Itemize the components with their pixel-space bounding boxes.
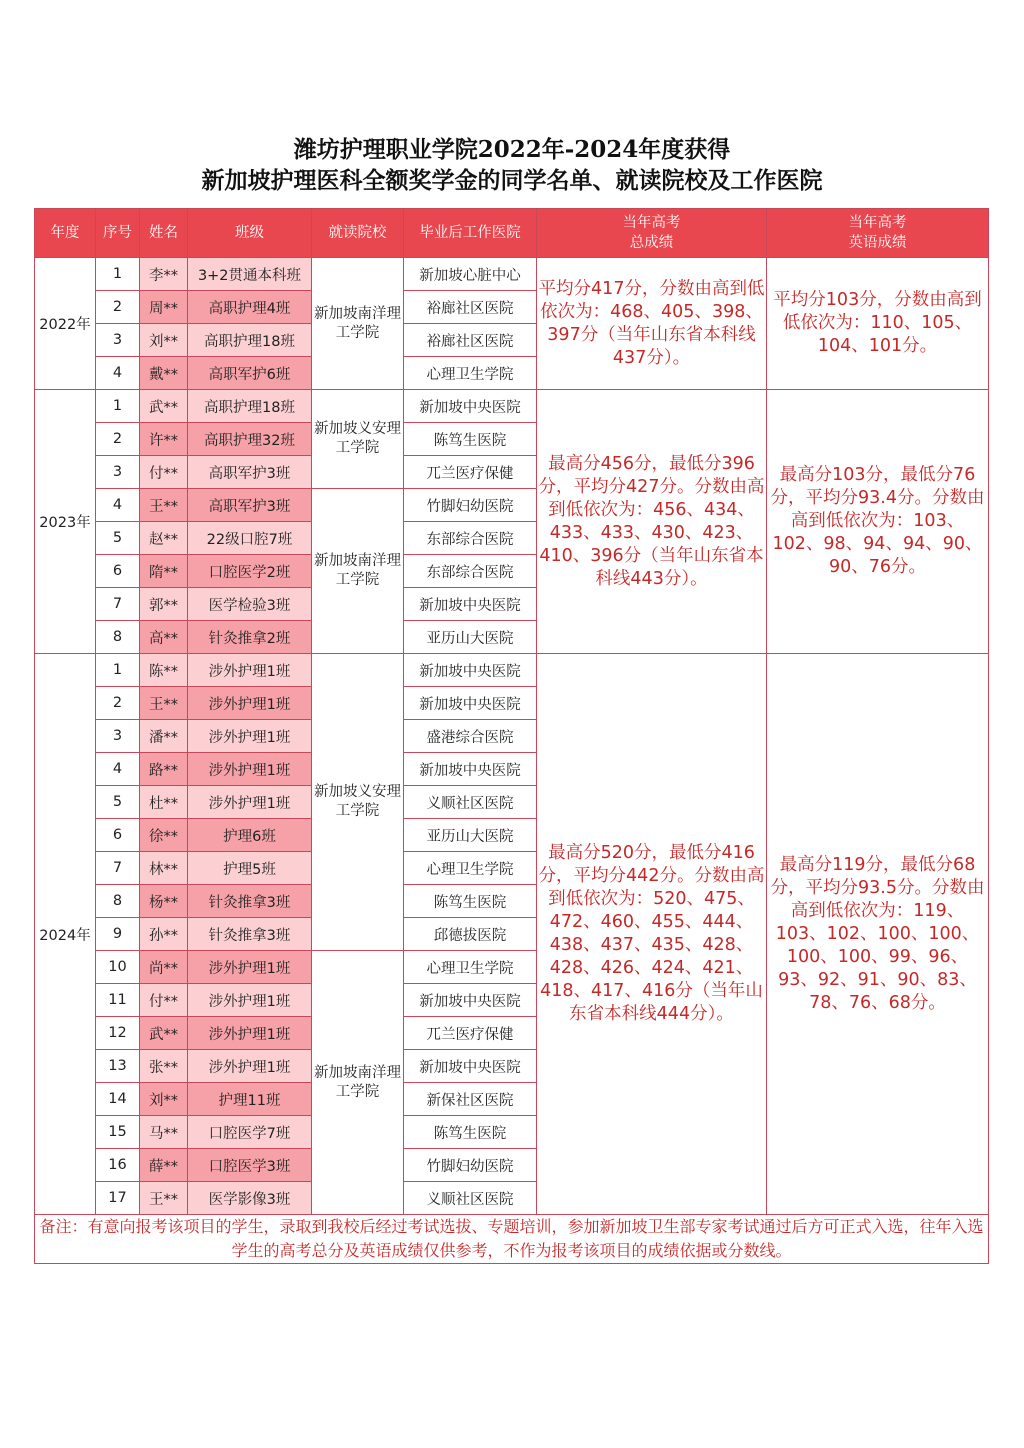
seq-cell: 5: [96, 522, 140, 555]
hospital-cell: 陈笃生医院: [404, 885, 537, 918]
hospital-cell: 亚历山大医院: [404, 621, 537, 654]
hospital-cell: 新加坡中央医院: [404, 390, 537, 423]
name-cell: 赵**: [140, 522, 188, 555]
name-cell: 尚**: [140, 951, 188, 984]
class-cell: 涉外护理1班: [188, 951, 312, 984]
seq-cell: 1: [96, 390, 140, 423]
header-english-score: [767, 209, 989, 258]
seq-cell: 8: [96, 621, 140, 654]
class-cell: 高职军护6班: [188, 357, 312, 390]
seq-cell: 4: [96, 753, 140, 786]
seq-cell: 3: [96, 324, 140, 357]
seq-cell: 3: [96, 456, 140, 489]
seq-cell: 6: [96, 555, 140, 588]
note-row: [35, 1215, 989, 1264]
class-cell: 高职军护3班: [188, 489, 312, 522]
school-cell: 新加坡义安理工学院: [312, 654, 404, 951]
seq-cell: 10: [96, 951, 140, 984]
header-name: 姓名: [140, 209, 188, 258]
table-row: [35, 654, 989, 687]
hospital-cell: 兀兰医疗保健: [404, 456, 537, 489]
class-cell: 涉外护理1班: [188, 654, 312, 687]
hospital-cell: 义顺社区医院: [404, 786, 537, 819]
class-cell: 护理6班: [188, 819, 312, 852]
year-cell: 2024年: [35, 654, 96, 1215]
hospital-cell: 新加坡中央医院: [404, 1050, 537, 1083]
class-cell: 针灸推拿3班: [188, 885, 312, 918]
class-cell: 医学影像3班: [188, 1182, 312, 1215]
school-cell: 新加坡南洋理工学院: [312, 489, 404, 654]
school-cell: 新加坡南洋理工学院: [312, 258, 404, 390]
seq-cell: 12: [96, 1017, 140, 1050]
hospital-cell: 陈笃生医院: [404, 423, 537, 456]
name-cell: 潘**: [140, 720, 188, 753]
seq-cell: 2: [96, 687, 140, 720]
class-cell: 高职护理18班: [188, 324, 312, 357]
class-cell: 涉外护理1班: [188, 786, 312, 819]
class-cell: 护理5班: [188, 852, 312, 885]
seq-cell: 17: [96, 1182, 140, 1215]
class-cell: 涉外护理1班: [188, 1017, 312, 1050]
header-total-line1: 当年高考: [622, 215, 681, 231]
class-cell: 针灸推拿3班: [188, 918, 312, 951]
seq-cell: 2: [96, 291, 140, 324]
name-cell: 王**: [140, 687, 188, 720]
name-cell: 武**: [140, 390, 188, 423]
name-cell: 孙**: [140, 918, 188, 951]
name-cell: 刘**: [140, 1083, 188, 1116]
class-cell: 涉外护理1班: [188, 984, 312, 1017]
class-cell: 口腔医学2班: [188, 555, 312, 588]
class-cell: 针灸推拿2班: [188, 621, 312, 654]
hospital-cell: 盛港综合医院: [404, 720, 537, 753]
table-body: [35, 258, 989, 1215]
school-cell: 新加坡南洋理工学院: [312, 951, 404, 1215]
page-title: [0, 134, 1024, 196]
class-cell: 高职护理4班: [188, 291, 312, 324]
table-row: [35, 258, 989, 291]
seq-cell: 8: [96, 885, 140, 918]
seq-cell: 11: [96, 984, 140, 1017]
name-cell: 刘**: [140, 324, 188, 357]
class-cell: 22级口腔7班: [188, 522, 312, 555]
header-seq: 序号: [96, 209, 140, 258]
seq-cell: 1: [96, 258, 140, 291]
total-score-cell: 平均分417分，分数由高到低依次为：468、405、398、397分（当年山东省本科线437分）。: [537, 258, 767, 390]
header-school: 就读院校: [312, 209, 404, 258]
seq-cell: 16: [96, 1149, 140, 1182]
name-cell: 林**: [140, 852, 188, 885]
hospital-cell: 竹脚妇幼医院: [404, 1149, 537, 1182]
name-cell: 王**: [140, 1182, 188, 1215]
class-cell: 医学检验3班: [188, 588, 312, 621]
total-score-cell: 最高分520分，最低分416分，平均分442分。分数由高到低依次为：520、475、472、460、455、444、438、437、435、428、428、426、424、421、418、417、416分（当年山东省本科线444分）。: [537, 654, 767, 1215]
hospital-cell: 新加坡中央医院: [404, 654, 537, 687]
hospital-cell: 裕廊社区医院: [404, 324, 537, 357]
hospital-cell: 裕廊社区医院: [404, 291, 537, 324]
name-cell: 周**: [140, 291, 188, 324]
name-cell: 戴**: [140, 357, 188, 390]
hospital-cell: 东部综合医院: [404, 555, 537, 588]
seq-cell: 4: [96, 357, 140, 390]
hospital-cell: 新加坡中央医院: [404, 984, 537, 1017]
name-cell: 路**: [140, 753, 188, 786]
seq-cell: 13: [96, 1050, 140, 1083]
name-cell: 武**: [140, 1017, 188, 1050]
class-cell: 口腔医学3班: [188, 1149, 312, 1182]
year-cell: 2023年: [35, 390, 96, 654]
name-cell: 张**: [140, 1050, 188, 1083]
hospital-cell: 心理卫生学院: [404, 951, 537, 984]
class-cell: 口腔医学7班: [188, 1116, 312, 1149]
hospital-cell: 陈笃生医院: [404, 1116, 537, 1149]
hospital-cell: 新加坡心脏中心: [404, 258, 537, 291]
class-cell: 涉外护理1班: [188, 753, 312, 786]
english-score-cell: 平均分103分，分数由高到低依次为：110、105、104、101分。: [767, 258, 989, 390]
name-cell: 杜**: [140, 786, 188, 819]
name-cell: 李**: [140, 258, 188, 291]
seq-cell: 7: [96, 588, 140, 621]
header-total-line2: 总成绩: [629, 235, 674, 251]
seq-cell: 14: [96, 1083, 140, 1116]
seq-cell: 15: [96, 1116, 140, 1149]
seq-cell: 3: [96, 720, 140, 753]
hospital-cell: 竹脚妇幼医院: [404, 489, 537, 522]
year-cell: 2022年: [35, 258, 96, 390]
seq-cell: 9: [96, 918, 140, 951]
header-english-line1: 当年高考: [848, 215, 907, 231]
name-cell: 隋**: [140, 555, 188, 588]
hospital-cell: 义顺社区医院: [404, 1182, 537, 1215]
class-cell: 高职护理18班: [188, 390, 312, 423]
name-cell: 陈**: [140, 654, 188, 687]
title-line-2: 新加坡护理医科全额奖学金的同学名单、就读院校及工作医院: [201, 167, 823, 194]
class-cell: 高职护理32班: [188, 423, 312, 456]
name-cell: 马**: [140, 1116, 188, 1149]
header-hospital: 毕业后工作医院: [404, 209, 537, 258]
name-cell: 付**: [140, 984, 188, 1017]
english-score-cell: 最高分103分，最低分76分，平均分93.4分。分数由高到低依次为：103、102、98、94、94、90、90、76分。: [767, 390, 989, 654]
hospital-cell: 新加坡中央医院: [404, 588, 537, 621]
seq-cell: 5: [96, 786, 140, 819]
seq-cell: 2: [96, 423, 140, 456]
hospital-cell: 新保社区医院: [404, 1083, 537, 1116]
seq-cell: 1: [96, 654, 140, 687]
hospital-cell: 东部综合医院: [404, 522, 537, 555]
name-cell: 王**: [140, 489, 188, 522]
note-text: 备注：有意向报考该项目的学生，录取到我校后经过考试选拔、专题培训，参加新加坡卫生部专家考试通过后方可正式入选，往年入选学生的高考总分及英语成绩仅供参考，不作为报考该项目的成绩依据或分数线。: [35, 1215, 989, 1264]
seq-cell: 4: [96, 489, 140, 522]
name-cell: 付**: [140, 456, 188, 489]
hospital-cell: 心理卫生学院: [404, 852, 537, 885]
english-score-cell: 最高分119分，最低分68分，平均分93.5分。分数由高到低依次为：119、103、102、100、100、100、100、99、96、93、92、91、90、83、78、76、68分。: [767, 654, 989, 1215]
class-cell: 护理11班: [188, 1083, 312, 1116]
hospital-cell: 新加坡中央医院: [404, 687, 537, 720]
hospital-cell: 邱德拔医院: [404, 918, 537, 951]
hospital-cell: 心理卫生学院: [404, 357, 537, 390]
name-cell: 郭**: [140, 588, 188, 621]
header-row: [35, 209, 989, 258]
class-cell: 涉外护理1班: [188, 687, 312, 720]
total-score-cell: 最高分456分，最低分396分，平均分427分。分数由高到低依次为：456、434、433、433、430、423、410、396分（当年山东省本科线443分）。: [537, 390, 767, 654]
class-cell: 3+2贯通本科班: [188, 258, 312, 291]
header-english-line2: 英语成绩: [848, 235, 907, 251]
hospital-cell: 兀兰医疗保健: [404, 1017, 537, 1050]
scholarship-table: [34, 208, 989, 1264]
name-cell: 薛**: [140, 1149, 188, 1182]
class-cell: 高职军护3班: [188, 456, 312, 489]
hospital-cell: 新加坡中央医院: [404, 753, 537, 786]
name-cell: 高**: [140, 621, 188, 654]
seq-cell: 7: [96, 852, 140, 885]
header-total-score: [537, 209, 767, 258]
class-cell: 涉外护理1班: [188, 1050, 312, 1083]
header-year: 年度: [35, 209, 96, 258]
name-cell: 徐**: [140, 819, 188, 852]
class-cell: 涉外护理1班: [188, 720, 312, 753]
title-line-1: 潍坊护理职业学院2022年-2024年度获得: [293, 136, 731, 163]
school-cell: 新加坡义安理工学院: [312, 390, 404, 489]
name-cell: 杨**: [140, 885, 188, 918]
header-class: 班级: [188, 209, 312, 258]
name-cell: 许**: [140, 423, 188, 456]
hospital-cell: 亚历山大医院: [404, 819, 537, 852]
seq-cell: 6: [96, 819, 140, 852]
table-row: [35, 390, 989, 423]
